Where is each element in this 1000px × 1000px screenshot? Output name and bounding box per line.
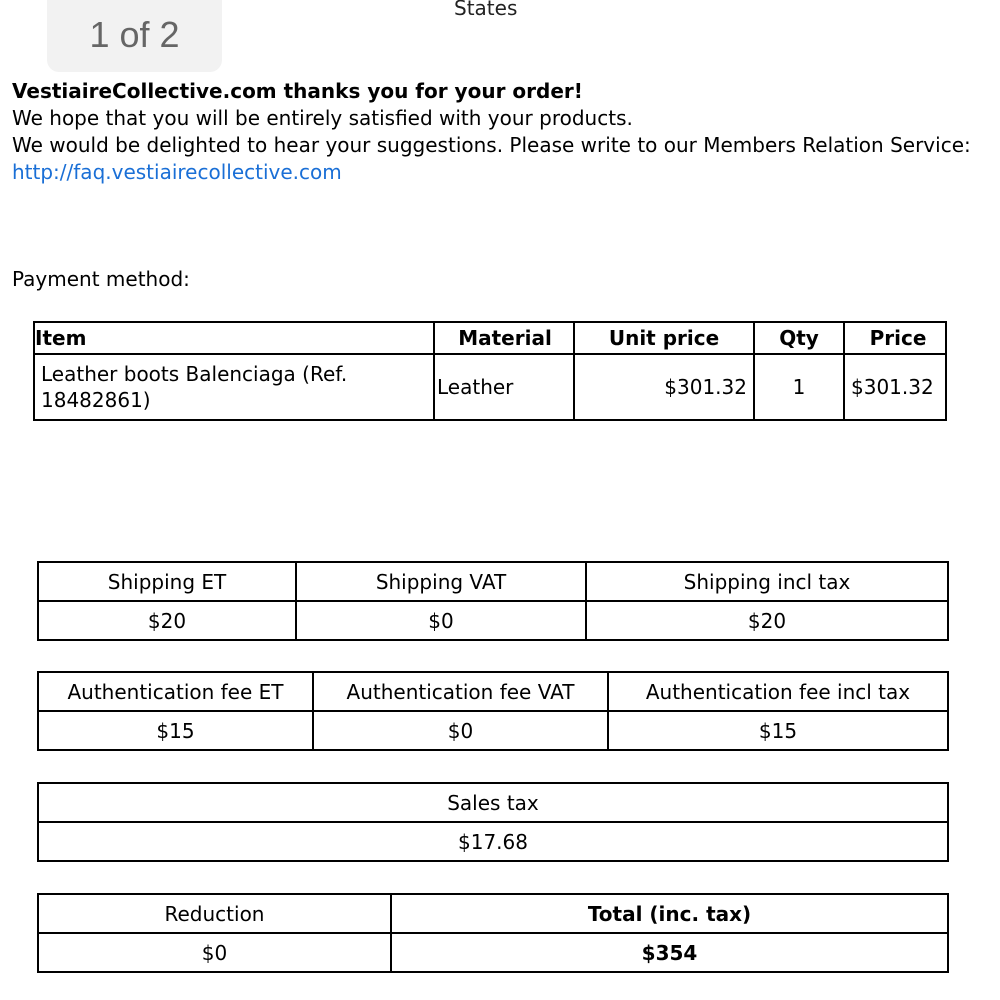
sales-tax-value: $17.68 (38, 822, 948, 861)
shipping-vat-value: $0 (296, 601, 586, 640)
total-value: $354 (391, 933, 948, 972)
cell-material: Leather (434, 354, 574, 420)
items-table (33, 321, 947, 421)
shipping-vat-label: Shipping VAT (296, 562, 586, 601)
page-indicator-text: 1 of 2 (89, 14, 180, 55)
auth-fee-et-label: Authentication fee ET (38, 672, 313, 711)
auth-fee-incl-tax-label: Authentication fee incl tax (608, 672, 948, 711)
auth-fee-vat-value: $0 (313, 711, 608, 750)
header-material: Material (434, 322, 574, 354)
faq-link[interactable]: http://faq.vestiairecollective.com (12, 160, 342, 184)
reduction-label: Reduction (38, 894, 391, 933)
items-table-header (34, 322, 946, 354)
cell-qty: 1 (754, 354, 844, 420)
header-qty: Qty (754, 322, 844, 354)
total-label: Total (inc. tax) (391, 894, 948, 933)
intro-line-2 (12, 132, 972, 186)
shipping-table (37, 561, 949, 641)
table-row (34, 354, 946, 420)
address-state-fragment: States (454, 0, 518, 20)
intro-line-2-text: We would be delighted to hear your suggestions. Please write to our Members Relation Service: (12, 133, 971, 157)
auth-fee-vat-label: Authentication fee VAT (313, 672, 608, 711)
intro-message (12, 78, 972, 186)
totals-table (37, 893, 949, 973)
payment-method-label: Payment method: (12, 267, 190, 291)
header-unit-price: Unit price (574, 322, 754, 354)
page-indicator-badge (47, 0, 222, 72)
header-price: Price (844, 322, 946, 354)
cell-price: $301.32 (844, 354, 946, 420)
reduction-value: $0 (38, 933, 391, 972)
intro-line-1: We hope that you will be entirely satisfied with your products. (12, 106, 633, 130)
shipping-incl-tax-label: Shipping incl tax (586, 562, 948, 601)
sales-tax-table (37, 782, 949, 862)
shipping-et-value: $20 (38, 601, 296, 640)
sales-tax-label: Sales tax (38, 783, 948, 822)
shipping-incl-tax-value: $20 (586, 601, 948, 640)
authentication-table (37, 671, 949, 751)
auth-fee-et-value: $15 (38, 711, 313, 750)
cell-unit-price: $301.32 (574, 354, 754, 420)
header-item: Item (34, 322, 434, 354)
shipping-et-label: Shipping ET (38, 562, 296, 601)
auth-fee-incl-tax-value: $15 (608, 711, 948, 750)
cell-item: Leather boots Balenciaga (Ref. 18482861) (34, 354, 434, 420)
thanks-heading: VestiaireCollective.com thanks you for your order! (12, 79, 583, 103)
